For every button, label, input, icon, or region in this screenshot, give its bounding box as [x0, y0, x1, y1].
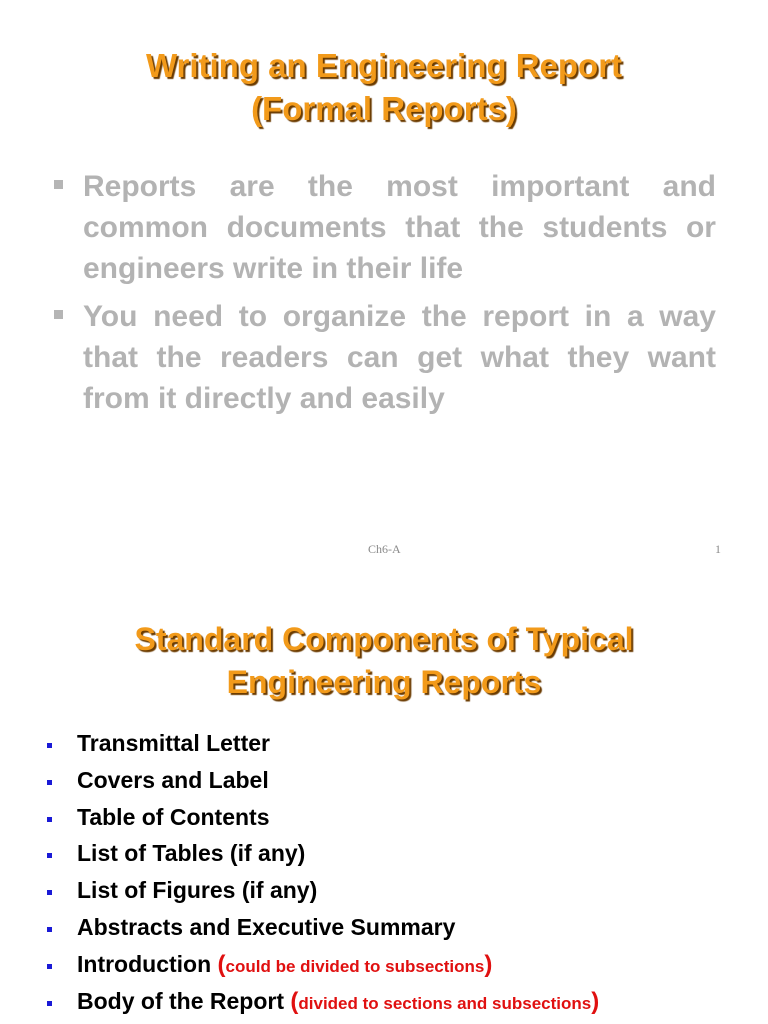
note-open-paren: (	[217, 950, 226, 978]
square-bullet-icon	[54, 310, 63, 319]
small-square-bullet-icon	[47, 927, 52, 932]
slide-1-title-line-1: Writing an Engineering Report	[145, 47, 623, 84]
square-bullet-icon	[54, 180, 63, 189]
small-square-bullet-icon	[47, 1001, 52, 1006]
slide-1-bullet-text: Reports are the most important and common documents that the students or engineers write in their life	[83, 170, 716, 285]
list-item	[40, 950, 740, 987]
slide-1-title-line-2: (Formal Reports)	[251, 90, 517, 127]
list-item	[40, 987, 740, 1024]
slide-2-title-line-2: Engineering Reports	[226, 664, 542, 700]
list-item	[40, 839, 740, 876]
small-square-bullet-icon	[47, 743, 52, 748]
note-text: could be divided to subsections	[225, 956, 485, 976]
list-item-text	[77, 988, 599, 1014]
list-item	[40, 766, 740, 803]
list-item	[40, 729, 740, 766]
list-item-note	[218, 951, 493, 977]
small-square-bullet-icon	[47, 817, 52, 822]
list-item	[40, 803, 740, 840]
slide-1-bullet-item	[52, 166, 716, 289]
list-item-text: Table of Contents	[77, 803, 270, 830]
list-item	[40, 876, 740, 913]
small-square-bullet-icon	[47, 853, 52, 858]
list-item-text: Transmittal Letter	[77, 730, 270, 756]
slide-2	[0, 590, 768, 1024]
note-close-paren: )	[484, 950, 493, 978]
slide-1-bullet-list	[52, 166, 716, 426]
slide-1-bullet-text: You need to organize the report in a way that the readers can get what they want from it directly and easily	[83, 300, 716, 415]
note-open-paren: (	[290, 987, 299, 1015]
report-components-list	[40, 729, 740, 1023]
list-item	[40, 913, 740, 950]
slide-1-bullet-item	[52, 296, 716, 419]
note-text: divided to sections and subsections	[298, 993, 592, 1013]
slide-2-title	[0, 618, 768, 704]
list-item-text: Covers and Label	[77, 766, 269, 793]
list-item-label: Body of the Report	[77, 987, 291, 1014]
list-item-text	[77, 951, 492, 977]
slide-1-title	[0, 44, 768, 130]
list-item-text: List of Tables (if any)	[77, 840, 306, 867]
small-square-bullet-icon	[47, 964, 52, 969]
page-number: 1	[715, 542, 721, 556]
slide-2-title-line-1: Standard Components of Typical	[134, 621, 634, 657]
list-item-text: Abstracts and Executive Summary	[77, 913, 456, 940]
small-square-bullet-icon	[47, 780, 52, 785]
slide-footer-label: Ch6-A	[368, 542, 401, 556]
list-item-note	[290, 988, 599, 1014]
list-item-label: Introduction	[77, 950, 218, 977]
list-item-text: List of Figures (if any)	[77, 877, 318, 904]
small-square-bullet-icon	[47, 890, 52, 895]
slide-separator	[0, 570, 768, 590]
note-close-paren: )	[591, 987, 600, 1015]
